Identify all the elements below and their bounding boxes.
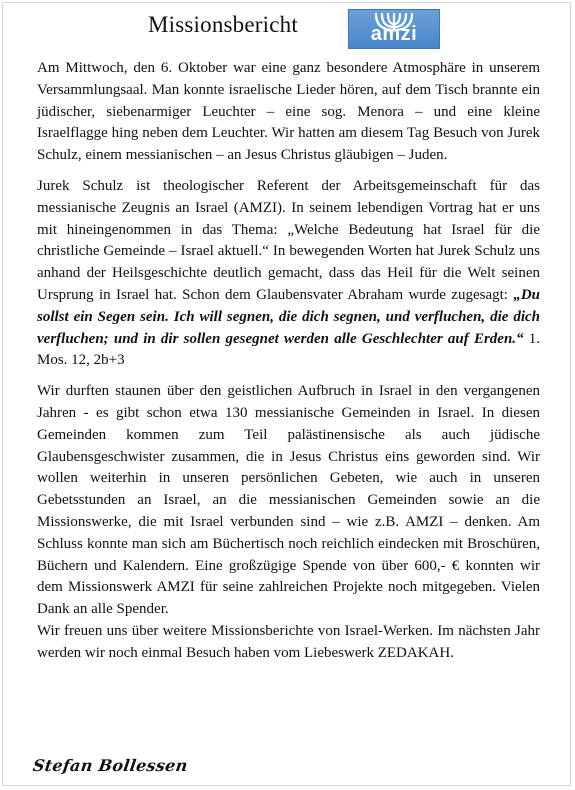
paragraph-speaker-text: Jurek Schulz ist theologischer Referent der Arbeitsgemeinschaft für das messianische Zeugnis an Israel (AMZI). In seinem lebendigen Vortrag hat er uns mit hineingenommen in das Thema: „Welche Bedeutung hat Israel für die christliche Gemeinde – Israel aktuell.“ In bewegenden Worten hat Jurek Schulz uns anhand der Heilsgeschichte deutlich gemacht, dass das Heil für die Welt seinen Ursprung in Israel hat. Schon dem Glaubensvater Abraham wurde zugesagt:: [37, 177, 540, 303]
paragraph-speaker: [37, 176, 540, 372]
page-title: Missionsbericht: [148, 12, 298, 37]
article-body: [37, 58, 540, 674]
bible-reference: 1. Mos. 12, 2b+3: [37, 330, 540, 369]
paragraph-israel: Wir durften staunen über den geistlichen Aufbruch in Israel in den vergangenen Jahren - es gibt schon etwa 130 messianische Gemeinden in Israel. In diesen Gemeinden kommen zum Teil palästinensische als auch jüdische Glaubensgeschwister zusammen, die in Jesus Christus eins geworden sind. Wir wollen weiterhin in unseren persönlichen Gebeten, wie auch in unseren Gebetsstunden an Israel, an die messianischen Gemeinden sowie an die Missionswerke, die mit Israel verbunden sind – wie z.B. AMZI – denken. Am Schluss konnte man sich am Büchertisch noch reichlich eindecken mit Broschüren, Büchern und Kalendern. Eine großzügige Spende von über 600,- € konnten wir dem Missionswerk AMZI für seine zahlreichen Projekte noch mitgegeben. Vielen Dank an alle Spender.: [37, 383, 540, 618]
paragraph-intro: Am Mittwoch, den 6. Oktober war eine ganz besondere Atmosphäre in unserem Versammlungsaal. Man konnte israelische Lieder hören, auf dem Tisch brannte ein jüdischer, siebenarmiger Leuchter – eine sog. Menora – und eine kleine Israelflagge hing neben dem Leuchter. Wir hatten am diesem Tag Besuch von Jurek Schulz, einem messianischen – an Jesus Christus gläubigen – Juden.: [37, 60, 540, 164]
amzi-logo: [348, 9, 440, 49]
logo-text: amzi: [370, 23, 418, 45]
paragraph-outlook: Wir freuen uns über weitere Missionsberichte von Israel-Werken. Im nächsten Jahr werden wir noch einmal Besuch haben vom Liebeswerk ZEDAKAH.: [37, 622, 540, 661]
bible-quote: „Du sollst ein Segen sein. Ich will segnen, die dich segnen, und verfluchen, die dich verfluchen; und in dir sollen gesegnet werden alle Geschlechter auf Erden.“: [37, 286, 540, 347]
signature: Stefan Bollessen: [31, 756, 190, 775]
